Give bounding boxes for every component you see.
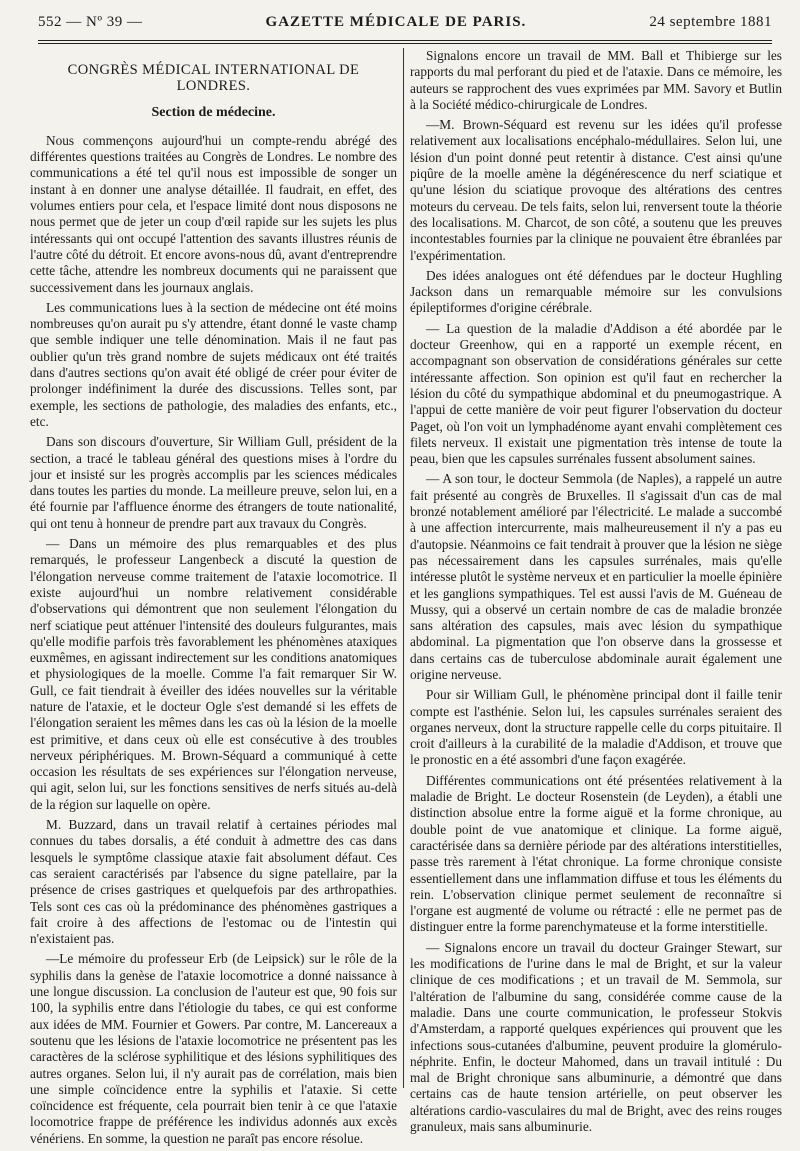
- article-title: CONGRÈS MÉDICAL INTERNATIONAL DE LONDRES.: [67, 62, 360, 95]
- paragraph: M. Buzzard, dans un travail relatif à certaines périodes mal connues du tabes dorsalis, a été conduit à admettre des cas dans lesquels le symptôme classique ataxie fait absolument défaut. Ces cas seraient caractérisés par l'absence du signe patellaire, par la présence de crises gastriques et quelquefois par des arthropathies. Tels sont ces cas où la prédominance des phénomènes gastriques a fait croire à des affections de l'estomac ou de l'intestin qui n'existaient pas.: [30, 817, 397, 947]
- header-rule: [38, 40, 772, 44]
- journal-title: GAZETTE MÉDICALE DE PARIS.: [265, 14, 527, 30]
- paragraph: Signalons encore un travail de MM. Ball et Thibierge sur les rapports du mal perforant du pied et de l'ataxie. Dans ce mémoire, les auteurs se rapprochent des vues exprimées par MM. Savory et Butlin à la Société médico-chirurgicale de Londres.: [410, 48, 782, 112]
- left-column: [30, 48, 397, 1151]
- paragraph: — Dans un mémoire des plus remarquables et des plus remarqués, le professeur Langenbeck a discuté la question de l'élongation nerveuse comme traitement de l'ataxie locomotrice. Il existe aujourd'hui un nombre relativement considérable d'observations qui démontrent que non seulement l'élongation du nerf sciatique peut atténuer l'intensité des douleurs fulgurantes, mais qu'elle modifie parfois très favorablement les phénomènes ataxiques euxmêmes, en agissant indirectement sur les conditions anatomiques et physiologiques de la moelle. Comme l'a fait remarquer Sir W. Gull, ce fait tiendrait à éveiller des idées nouvelles sur la véritable nature de l'ataxie, et le docteur Ogle s'est demandé si les effets de l'élongation seraient les mêmes dans les cas où la lésion de la moelle est primitive, et dans ceux où elle est consécutive à des troubles nerveux périphériques. M. Brown-Séquard a communiqué à cette occasion les résultats de ses expériences sur l'élongation nerveuse, qui agit, selon lui, sur les fonctions sensitives de nerfs situés au-delà de la région sur laquelle on opère.: [30, 536, 397, 812]
- issue-number: — Nº 39 —: [66, 14, 143, 30]
- issue-date: 24 septembre 1881: [649, 14, 772, 30]
- paragraph: Différentes communications ont été présentées relativement à la maladie de Bright. Le docteur Rosenstein (de Leyden), a établi une distinction absolue entre la forme aiguë et la forme chronique, au double point de vue anatomique et clinique. La forme aiguë, caractérisée dans sa dernière période par des altérations interstitielles, passe très rarement à l'état chronique. La forme chronique consiste essentiellement dans une inflammation diffuse et tous les éléments du rein. L'observation clinique permet seulement de reconnaître si l'organe est augmenté de volume ou rétracté : elle ne permet pas de distinguer entre la forme parenchymateuse et la forme interstitielle.: [410, 772, 782, 935]
- paragraph: — Signalons encore un travail du docteur Grainger Stewart, sur les modifications de l'urine dans le mal de Bright, et sur la valeur clinique de ces modifications ; et un travail de M. Semmola, sur l'altération de l'albumine du sang, considérée comme cause de la maladie. Dans une courte communication, le professeur Stokvis d'Amsterdam, a rapporté quelques expériences qui prouvent que les infections sous-cutanées d'albumine, peuvent produire la glomérulo-néphrite. Enfin, le docteur Mahomed, dans un travail intitulé : Du mal de Bright chronique sans albuminurie, a démontré que dans certains cas de haute tension artérielle, on peut observer les altérations cardio-vasculaires du mal de Bright, avec des reins rouges granuleux, mais sans albuminurie.: [410, 939, 782, 1134]
- paragraph: Dans son discours d'ouverture, Sir William Gull, président de la section, a tracé le tableau général des questions mises à l'ordre du jour et insisté sur les progrès accomplis par les sciences médicales dans toutes les parties du monde. La meilleure preuve, selon lui, en a été fournie par l'affluence énorme des étrangers de toute nationalité, qui ont tenu à honneur de prendre part aux travaux du Congrès.: [30, 434, 397, 531]
- paragraph: —Le mémoire du professeur Erb (de Leipsick) sur le rôle de la syphilis dans la genèse de l'ataxie locomotrice a donné naissance à une longue discussion. La conclusion de l'auteur est que, 90 fois sur 100, la syphilis entre dans l'étiologie du tabes, ce qui est conforme aux idées de MM. Fournier et Gowers. Par contre, M. Lancereaux a soutenu que les lésions de l'ataxie locomotrice ne présentent pas les caractères de la sclérose syphilitique et des lésions syphilitiques des autres organes. Selon lui, il n'y aurait pas de corrélation, mais bien une simple coïncidence entre la syphilis et l'ataxie. Si cette coïncidence est fréquente, cela pourrait bien tenir à ce que l'ataxie locomotrice frappe de préférence les individus adonnés aux excès vénériens. En somme, la question ne paraît pas encore résolue.: [30, 951, 397, 1146]
- section-heading: Section de médecine.: [151, 104, 276, 120]
- paragraph: — A son tour, le docteur Semmola (de Naples), a rappelé un autre fait présenté au congrès de Bruxelles. Il s'agissait d'un cas de mal bronzé notablement amélioré par l'électricité. Le malade a succombé à une affection intercurrente, mais malheureusement il n'y a pas eu d'autopsie. Néanmoins ce fait tendrait à prouver que la lésion ne siège pas nécessairement dans les capsules surrénales, mais qu'elle intéresse plutôt le système nerveux et en particulier la moelle épinière et les ganglions sympathiques. Tel est aussi l'avis de M. Guéneau de Mussy, qui a observé un certain nombre de cas de maladie bronzée sans altération des capsules, mais avec lésion du sympathique abdominal. La pigmentation que l'on observe dans la grossesse et dans certains cas de tuberculose abdominale aurait également une origine nerveuse.: [410, 471, 782, 682]
- paragraph: —M. Brown-Séquard est revenu sur les idées qu'il professe relativement aux localisations encéphalo-médullaires. Selon lui, une lésion d'un point donné peut retentir à distance. C'est ainsi qu'une piqûre de la moelle amène la dégénérescence du nerf sciatique et qu'une lésion du sciatique provoque des altérations des centres moteurs du cerveau. De tels faits, selon lui, renversent toute la théorie des localisations. M. Charcot, de son côté, a soutenu que les preuves incontestables fournies par la clinique ne pouvaient être ébranlées par l'expérimentation.: [410, 117, 782, 263]
- right-column: [410, 48, 782, 1139]
- column-divider: [403, 48, 404, 1088]
- page-number: 552: [38, 14, 62, 30]
- page-header: [38, 14, 772, 40]
- paragraph: Nous commençons aujourd'hui un compte-rendu abrégé des différentes questions traitées au Congrès de Londres. Le nombre des communications a été tel qu'il nous est impossible de songer un instant à en donner une analyse détaillée. Il faudrait, en effet, des volumes entiers pour cela, et l'espace limité dont nous disposons ne nous permet que de jeter un coup d'œil rapide sur les sujets les plus intéressants qui ont occupé l'attention des savants illustres réunis de l'autre côté du détroit. Et encore avons-nous dû, avant d'entreprendre cette tâche, attendre les nombreux documents qui ne paraissent que successivement dans les journaux anglais.: [30, 132, 397, 295]
- paragraph: Pour sir William Gull, le phénomène principal dont il faille tenir compte est l'asthénie. Selon lui, les capsules surrénales seraient des organes nerveux, dont la structure rappelle celle du corps pituitaire. Il croit d'ailleurs à la curabilité de la maladie d'Addison, et trouve que le pronostic en a été assombri d'une façon exagérée.: [410, 687, 782, 768]
- paragraph: — La question de la maladie d'Addison a été abordée par le docteur Greenhow, qui en a rapporté un exemple récent, en accompagnant son observation de considérations générales sur cette intéressante affection. Son opinion est qu'il faut en rechercher la lésion du côté du sympathique abdominal et du pneumogastrique. A l'appui de cette manière de voir peut figurer l'observation du docteur Paget, où l'on voit un lymphadénome ayant envahi complètement ces filets nerveux. Il existait une pigmentation très intense de toute la peau, bien que les capsules surrénales fussent absolument saines.: [410, 320, 782, 467]
- page-number-group: [38, 14, 142, 31]
- paragraph: Des idées analogues ont été défendues par le docteur Hughling Jackson dans un remarquable mémoire sur les convulsions épileptiformes d'origine cérébrale.: [410, 267, 782, 316]
- paragraph: Les communications lues à la section de médecine ont été moins nombreuses qu'on aurait pu s'y attendre, étant donné le vaste champ que semble indiquer une telle dénomination. Mais il ne faut pas oublier qu'un très grand nombre de sujets médicaux ont été traités dans d'autres sections qu'on avait été obligé de créer pour éviter de prolonger indéfiniment la durée des discussions. Telles sont, par exemple, les sections de pathologie, des maladies des enfants, etc., etc.: [30, 299, 397, 429]
